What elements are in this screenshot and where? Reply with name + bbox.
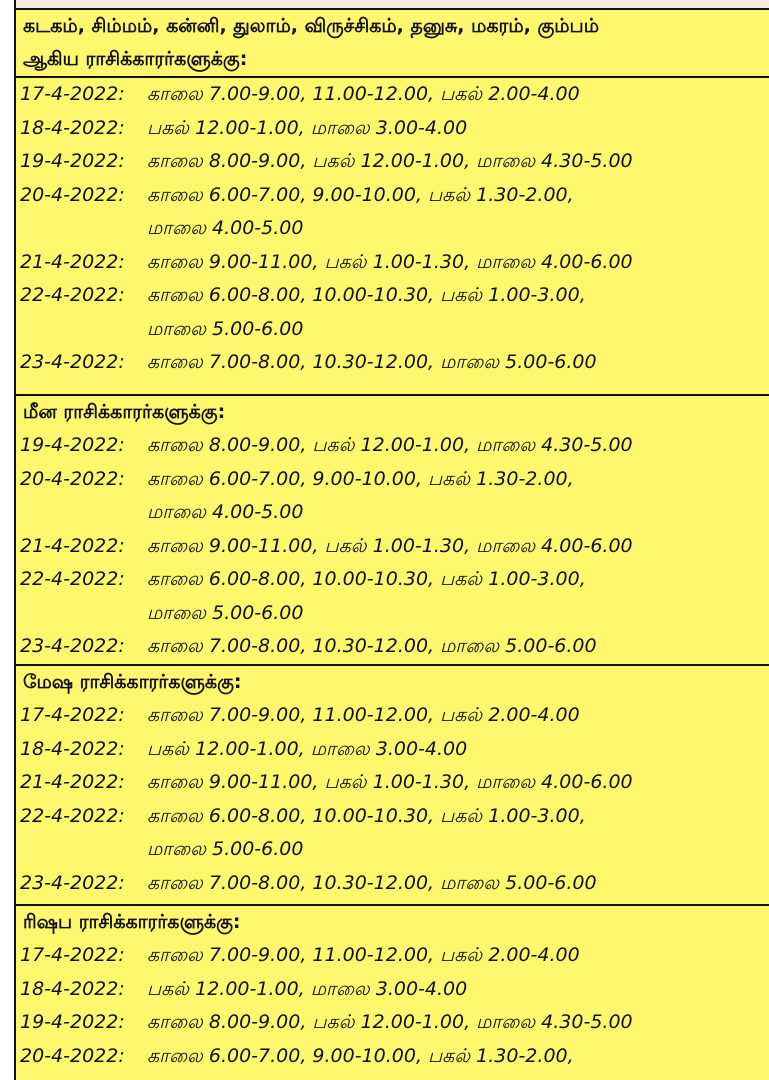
row-times: காலை 8.00-9.00, பகல் 12.00-1.00, மாலை 4.30-5.00 bbox=[147, 1011, 633, 1033]
row-times: மாலை 5.00-6.00 bbox=[147, 838, 304, 860]
schedule-row-continuation bbox=[16, 496, 769, 530]
row-times: பகல் 12.00-1.00, மாலை 3.00-4.00 bbox=[147, 116, 468, 139]
schedule-row bbox=[16, 530, 769, 564]
row-times: காலை 7.00-8.00, 10.30-12.00, மாலை 5.00-6.00 bbox=[147, 635, 597, 657]
section-rows bbox=[16, 78, 769, 380]
schedule-row bbox=[16, 346, 769, 380]
row-times: காலை 6.00-8.00, 10.00-10.30, பகல் 1.00-3.00, bbox=[147, 804, 586, 827]
row-date: 17-4-2022: bbox=[20, 83, 125, 105]
schedule-row-continuation bbox=[16, 212, 769, 246]
row-date: 17-4-2022: bbox=[20, 944, 125, 966]
row-date: 23-4-2022: bbox=[20, 351, 125, 373]
row-times: காலை 9.00-11.00, பகல் 1.00-1.30, மாலை 4.00-6.00 bbox=[147, 534, 633, 557]
section-rows bbox=[16, 939, 769, 1073]
section-rows bbox=[16, 429, 769, 664]
row-date: 23-4-2022: bbox=[20, 871, 125, 894]
schedule-row bbox=[16, 733, 769, 767]
top-strip bbox=[16, 0, 769, 8]
row-date: 20-4-2022: bbox=[20, 183, 125, 206]
schedule-row bbox=[16, 973, 769, 1007]
schedule-row bbox=[16, 766, 769, 800]
row-times: மாலை 4.00-5.00 bbox=[147, 217, 304, 239]
schedule-row-continuation bbox=[16, 833, 769, 867]
schedule-row bbox=[16, 429, 769, 463]
schedule-row-continuation bbox=[16, 597, 769, 631]
row-times: காலை 6.00-8.00, 10.00-10.30, பகல் 1.00-3.00, bbox=[147, 568, 586, 590]
row-date: 19-4-2022: bbox=[20, 1011, 125, 1033]
section-header-line1: மீன ராசிக்காரர்களுக்கு: bbox=[23, 401, 226, 423]
row-times: காலை 6.00-7.00, 9.00-10.00, பகல் 1.30-2.00, bbox=[147, 1044, 574, 1067]
schedule-sheet bbox=[14, 0, 769, 1080]
section-rows bbox=[16, 699, 769, 900]
row-date: 20-4-2022: bbox=[20, 467, 125, 490]
section-mesham bbox=[16, 664, 769, 900]
row-date: 22-4-2022: bbox=[20, 568, 125, 590]
row-date: 22-4-2022: bbox=[20, 804, 125, 827]
row-times: காலை 9.00-11.00, பகல் 1.00-1.30, மாலை 4.00-6.00 bbox=[147, 771, 633, 793]
schedule-row bbox=[16, 145, 769, 179]
row-date: 18-4-2022: bbox=[20, 116, 125, 139]
schedule-row bbox=[16, 867, 769, 901]
row-date: 19-4-2022: bbox=[20, 434, 125, 456]
row-date: 23-4-2022: bbox=[20, 635, 125, 657]
schedule-row bbox=[16, 179, 769, 213]
row-times: காலை 7.00-8.00, 10.30-12.00, மாலை 5.00-6.00 bbox=[147, 351, 597, 373]
schedule-row bbox=[16, 939, 769, 973]
row-date: 21-4-2022: bbox=[20, 534, 125, 557]
schedule-row bbox=[16, 112, 769, 146]
schedule-row bbox=[16, 800, 769, 834]
row-date: 21-4-2022: bbox=[20, 771, 125, 793]
row-times: பகல் 12.00-1.00, மாலை 3.00-4.00 bbox=[147, 737, 468, 760]
row-times: காலை 7.00-9.00, 11.00-12.00, பகல் 2.00-4.00 bbox=[147, 83, 580, 105]
row-date: 21-4-2022: bbox=[20, 250, 125, 273]
schedule-row bbox=[16, 78, 769, 112]
row-date: 19-4-2022: bbox=[20, 150, 125, 172]
row-times: காலை 6.00-7.00, 9.00-10.00, பகல் 1.30-2.00, bbox=[147, 467, 574, 490]
section-group1 bbox=[16, 8, 769, 380]
schedule-row-continuation bbox=[16, 313, 769, 347]
row-times: காலை 6.00-7.00, 9.00-10.00, பகல் 1.30-2.00, bbox=[147, 183, 574, 206]
row-times: காலை 7.00-8.00, 10.30-12.00, மாலை 5.00-6.00 bbox=[147, 871, 597, 894]
row-times: மாலை 5.00-6.00 bbox=[147, 601, 304, 624]
row-times: மாலை 5.00-6.00 bbox=[147, 317, 304, 340]
section-rishabam bbox=[16, 904, 769, 1073]
section-header-line2: ஆகிய ராசிக்காரர்களுக்கு: bbox=[16, 43, 769, 78]
row-date: 18-4-2022: bbox=[20, 977, 125, 1000]
section-meenam bbox=[16, 394, 769, 664]
row-times: காலை 8.00-9.00, பகல் 12.00-1.00, மாலை 4.30-5.00 bbox=[147, 434, 633, 456]
schedule-row bbox=[16, 699, 769, 733]
section-header-line1: ரிஷப ராசிக்காரர்களுக்கு: bbox=[23, 911, 241, 933]
row-date: 22-4-2022: bbox=[20, 284, 125, 306]
row-times: காலை 7.00-9.00, 11.00-12.00, பகல் 2.00-4.00 bbox=[147, 704, 580, 726]
section-header-line1: மேஷ ராசிக்காரர்களுக்கு: bbox=[23, 671, 242, 693]
schedule-row bbox=[16, 1006, 769, 1040]
schedule-row bbox=[16, 563, 769, 597]
schedule-row bbox=[16, 279, 769, 313]
schedule-row bbox=[16, 630, 769, 664]
row-times: காலை 7.00-9.00, 11.00-12.00, பகல் 2.00-4.00 bbox=[147, 944, 580, 966]
schedule-row bbox=[16, 246, 769, 280]
row-date: 17-4-2022: bbox=[20, 704, 125, 726]
row-times: காலை 9.00-11.00, பகல் 1.00-1.30, மாலை 4.00-6.00 bbox=[147, 250, 633, 273]
row-times: பகல் 12.00-1.00, மாலை 3.00-4.00 bbox=[147, 977, 468, 1000]
schedule-row bbox=[16, 463, 769, 497]
row-date: 18-4-2022: bbox=[20, 737, 125, 760]
section-header-line1: கடகம், சிம்மம், கன்னி, துலாம், விருச்சிகம், தனுசு, மகரம், கும்பம் bbox=[23, 15, 599, 37]
schedule-row bbox=[16, 1040, 769, 1074]
row-times: மாலை 4.00-5.00 bbox=[147, 501, 304, 523]
row-times: காலை 6.00-8.00, 10.00-10.30, பகல் 1.00-3.00, bbox=[147, 284, 586, 306]
row-times: காலை 8.00-9.00, பகல் 12.00-1.00, மாலை 4.30-5.00 bbox=[147, 150, 633, 172]
row-date: 20-4-2022: bbox=[20, 1044, 125, 1067]
